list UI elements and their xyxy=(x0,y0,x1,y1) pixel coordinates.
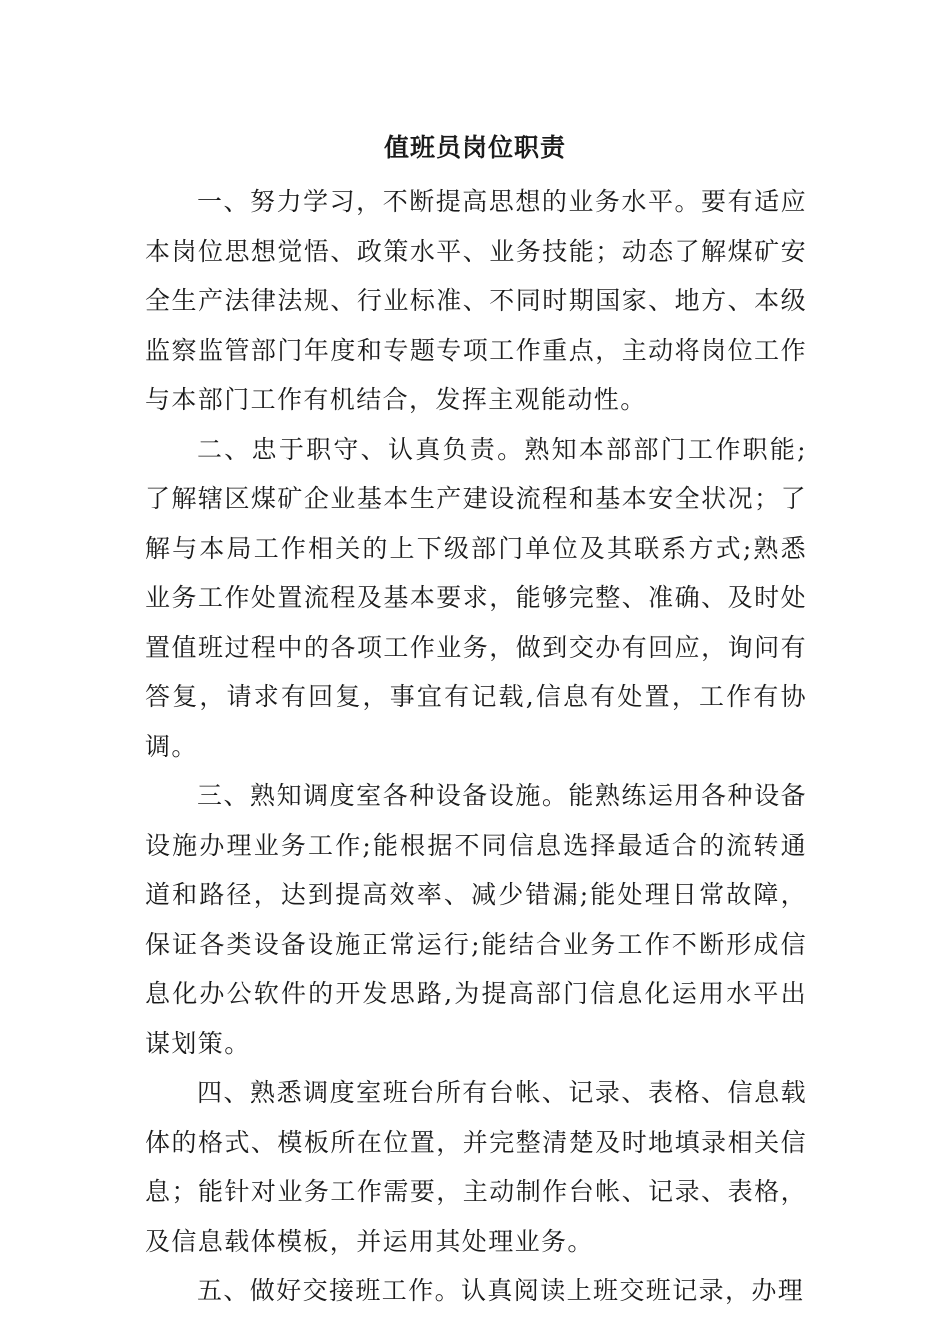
document-title: 值班员岗位职责 xyxy=(383,133,566,162)
document-body xyxy=(145,177,807,1316)
paragraph-2: 二、忠于职守、认真负责。熟知本部部门工作职能;了解辖区煤矿企业基本生产建设流程和基本安全状况；了解与本局工作相关的上下级部门单位及其联系方式;熟悉业务工作处置流程及基本要求，能够完整、准确、及时处置值班过程中的各项工作业务，做到交办有回应，询问有答复，请求有回复，事宜有记载,信息有处置，工作有协调。 xyxy=(145,434,807,761)
paragraph-5: 五、做好交接班工作。认真阅读上班交班记录，办理 xyxy=(197,1276,805,1305)
paragraph-3: 三、熟知调度室各种设备设施。能熟练运用各种设备设施办理业务工作;能根据不同信息选择最适合的流转通道和路径，达到提高效率、减少错漏;能处理日常故障，保证各类设备设施正常运行;能结合业务工作不断形成信息化办公软件的开发思路,为提高部门信息化运用水平出谋划策。 xyxy=(145,781,807,1058)
paragraph-4: 四、熟悉调度室班台所有台帐、记录、表格、信息载体的格式、模板所在位置，并完整清楚及时地填录相关信息；能针对业务工作需要，主动制作台帐、记录、表格，及信息载体模板，并运用其处理业务。 xyxy=(145,1078,807,1256)
paragraph-1: 一、努力学习，不断提高思想的业务水平。要有适应本岗位思想觉悟、政策水平、业务技能；动态了解煤矿安全生产法律法规、行业标准、不同时期国家、地方、本级监察监管部门年度和专题专项工作重点，主动将岗位工作与本部门工作有机结合，发挥主观能动性。 xyxy=(145,187,807,414)
